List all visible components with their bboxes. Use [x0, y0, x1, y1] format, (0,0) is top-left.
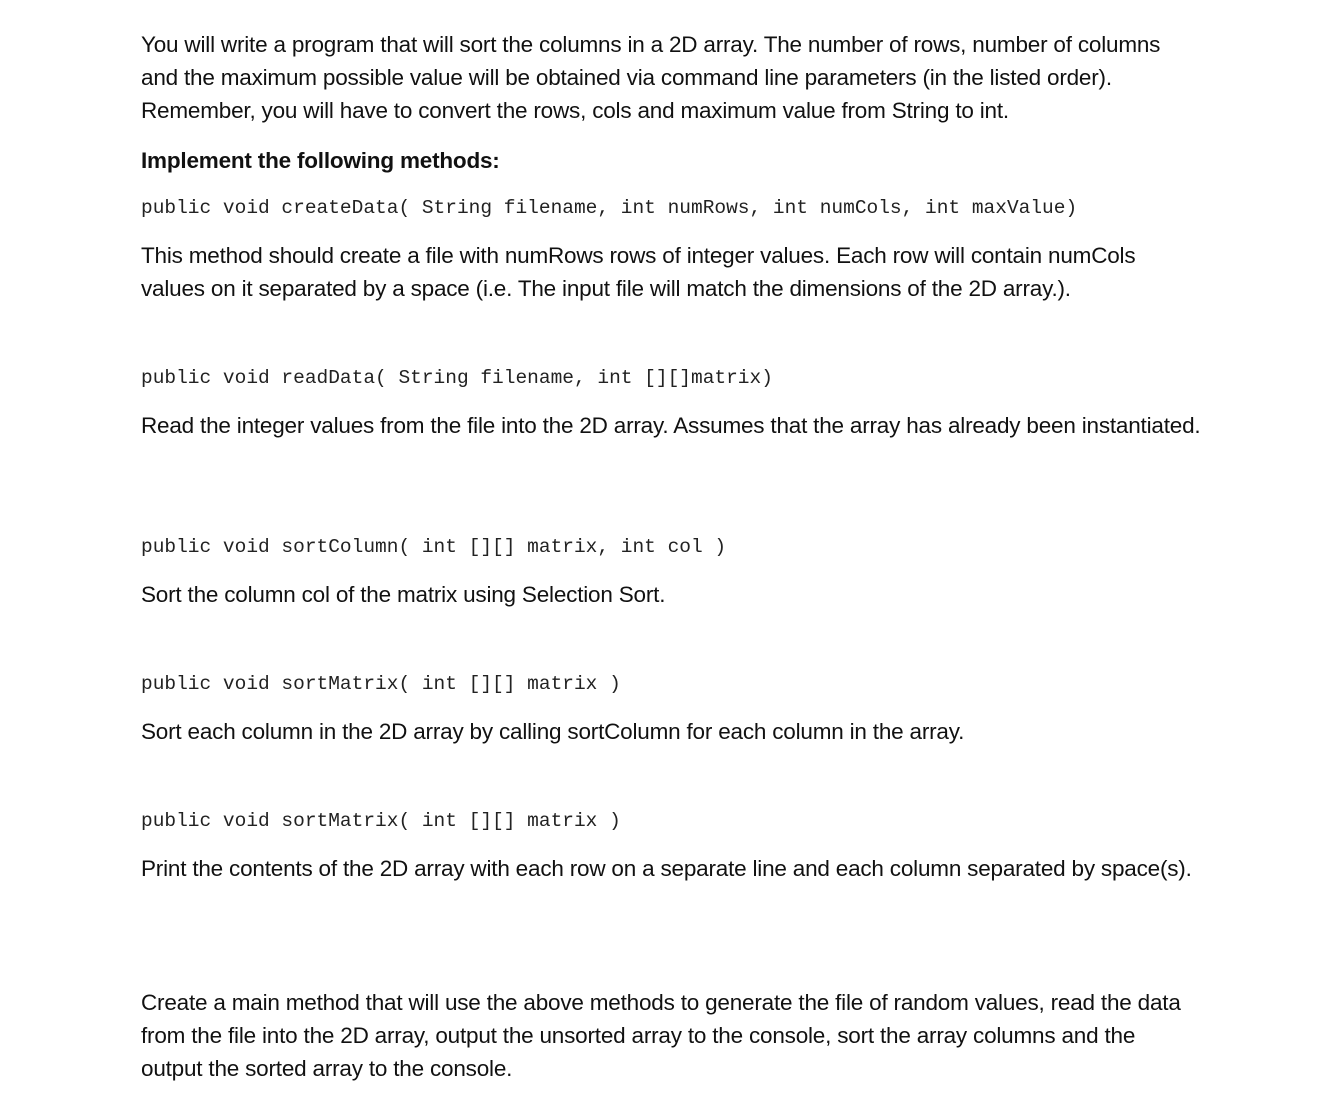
method-signature-printMatrix: public void sortMatrix( int [][] matrix )	[141, 810, 621, 832]
intro-paragraph: You will write a program that will sort the columns in a 2D array. The number of rows, number of columns and the maximum possible value will be obtained via command line parameters (in the listed order). Remember, you will have to convert the rows, cols and maximum value from String to int.	[141, 32, 1161, 123]
method-description-printMatrix: Print the contents of the 2D array with each row on a separate line and each column separated by space(s).	[141, 856, 1192, 881]
method-signature-createData: public void createData( String filename, int numRows, int numCols, int maxValue)	[141, 197, 1078, 219]
closing-paragraph: Create a main method that will use the above methods to generate the file of random values, read the data from the file into the 2D array, output the unsorted array to the console, sort the array columns and the output the sorted array to the console.	[141, 990, 1181, 1081]
method-description-sortColumn: Sort the column col of the matrix using Selection Sort.	[141, 582, 666, 607]
method-signature-sortColumn: public void sortColumn( int [][] matrix, int col )	[141, 536, 727, 558]
method-description-readData: Read the integer values from the file into the 2D array. Assumes that the array has already been instantiated.	[141, 413, 1201, 438]
method-signature-readData: public void readData( String filename, int [][]matrix)	[141, 367, 773, 389]
method-description-sortMatrix: Sort each column in the 2D array by calling sortColumn for each column in the array.	[141, 719, 965, 744]
methods-heading: Implement the following methods:	[141, 148, 500, 173]
method-description-createData: This method should create a file with numRows rows of integer values. Each row will contain numCols values on it separated by a space (i.e. The input file will match the dimensions of the 2D array.).	[141, 243, 1136, 301]
method-signature-sortMatrix: public void sortMatrix( int [][] matrix )	[141, 673, 621, 695]
